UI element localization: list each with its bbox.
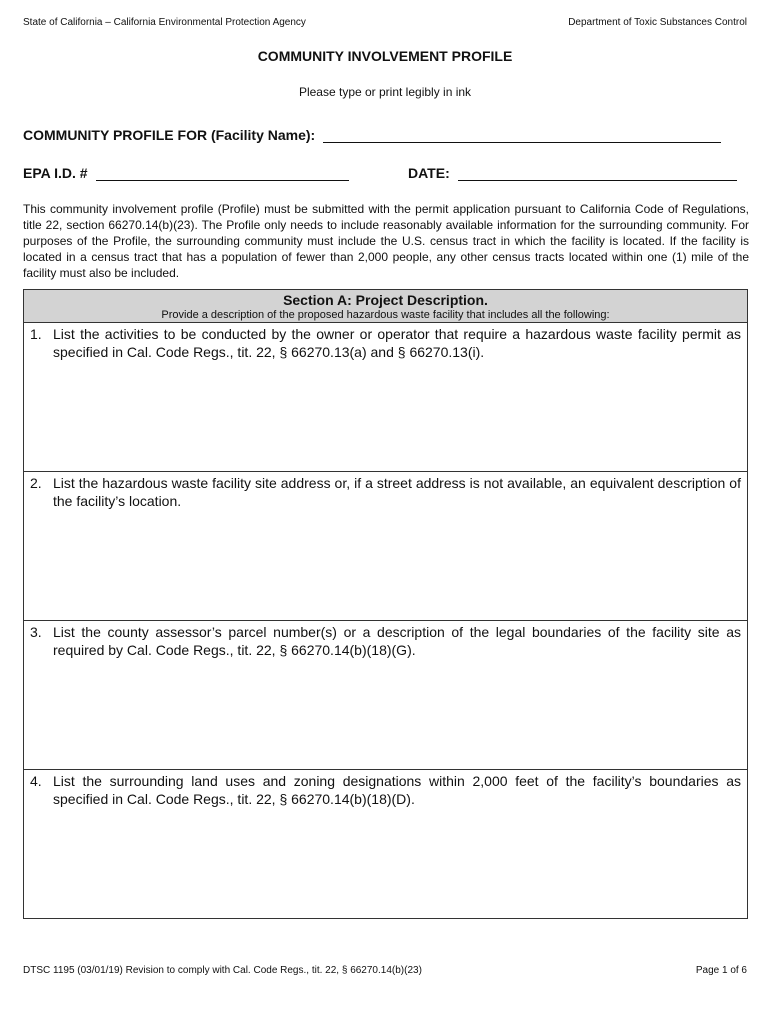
- date-field[interactable]: [458, 166, 737, 181]
- item-text: List the surrounding land uses and zoning designations within 2,000 feet of the facility’s boundaries as specified in Cal. Code Regs., tit. 22, § 66270.14(b)(18)(D).: [53, 773, 741, 807]
- epa-id-label: EPA I.D. #: [23, 165, 88, 181]
- item-number: 4.: [30, 773, 42, 789]
- page-number: Page 1 of 6: [695, 965, 747, 976]
- item-number: 2.: [30, 475, 42, 491]
- item-text: List the activities to be conducted by the owner or operator that require a hazardous waste facility permit as specified in Cal. Code Regs., tit. 22, § 66270.13(a) and § 66270.13(i).: [53, 326, 741, 360]
- section-item-4[interactable]: [24, 769, 747, 918]
- item-number: 1.: [30, 326, 42, 342]
- item-text: List the county assessor’s parcel number(s) or a description of the legal boundaries of the facility site as required by Cal. Code Regs., tit. 22, § 66270.14(b)(18)(G).: [53, 624, 741, 658]
- section-item-2[interactable]: [24, 471, 747, 620]
- page-title: COMMUNITY INVOLVEMENT PROFILE: [257, 48, 513, 64]
- form-revision-footer: DTSC 1195 (03/01/19) Revision to comply with Cal. Code Regs., tit. 22, § 66270.14(b)(23): [23, 965, 422, 976]
- header-agency: State of California – California Environmental Protection Agency: [23, 17, 306, 28]
- epa-id-field[interactable]: [96, 166, 349, 181]
- date-row: [408, 165, 737, 181]
- page-subtitle: Please type or print legibly in ink: [298, 85, 472, 99]
- item-number: 3.: [30, 624, 42, 640]
- date-label: DATE:: [408, 165, 450, 181]
- facility-name-label: COMMUNITY PROFILE FOR (Facility Name):: [23, 127, 316, 143]
- facility-name-row: [23, 127, 721, 143]
- epa-id-row: [23, 165, 349, 181]
- item-text: List the hazardous waste facility site address or, if a street address is not available, an equivalent description of the facility’s location.: [53, 475, 741, 509]
- section-a-table: [23, 289, 748, 919]
- header-department: Department of Toxic Substances Control: [568, 17, 747, 28]
- section-a-subtitle: Provide a description of the proposed hazardous waste facility that includes all the following:: [161, 309, 610, 321]
- section-a-title: Section A: Project Description.: [283, 292, 488, 308]
- facility-name-field[interactable]: [323, 128, 721, 143]
- section-a-header: [24, 290, 747, 323]
- section-item-1[interactable]: [24, 323, 747, 471]
- section-item-3[interactable]: [24, 620, 747, 769]
- intro-paragraph: This community involvement profile (Profile) must be submitted with the permit application pursuant to California Code of Regulations, title 22, section 66270.14(b)(23). The Profile only needs to include reasonably available information for the surrounding community. For purposes of the Profile, the surrounding community must include the U.S. census tract in which the facility is located. If the facility is located in a census tract that has a population of fewer than 2,000 people, any other census tracts located within one (1) mile of the facility must also be included.: [23, 202, 749, 280]
